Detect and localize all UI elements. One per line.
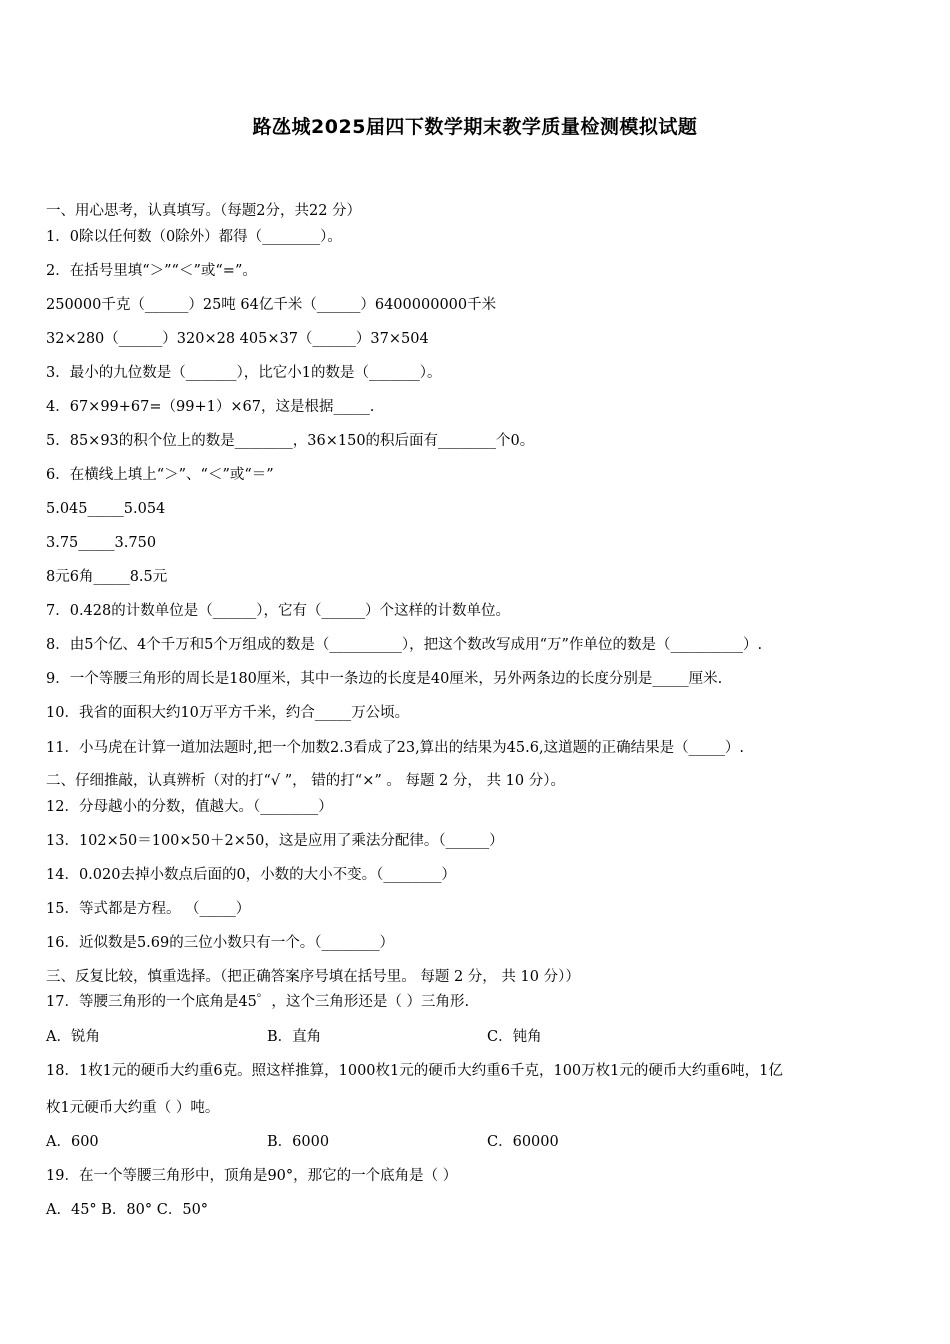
question-11: 11．小马虎在计算一道加法题时,把一个加数2.3看成了23,算出的结果为45.6,这道题的正确结果是（_____）. — [46, 740, 744, 756]
question-6: 6．在横线上填上“＞”、“＜”或“＝” — [46, 467, 274, 483]
question-18: 18．1枚1元的硬币大约重6克。照这样推算，1000枚1元的硬币大约重6千克，100万枚1元的硬币大约重6吨，1亿 — [46, 1063, 783, 1079]
question-4: 4．67×99+67=（99+1）×67，这是根据_____. — [46, 399, 375, 415]
question-1: 1．0除以任何数（0除外）都得（________）。 — [46, 229, 342, 245]
question-18-option-a: A．600 — [46, 1134, 99, 1150]
question-2-row-1: 250000千克（______）25吨 64亿千米（______）6400000000千米 — [46, 297, 497, 313]
question-19: 19．在一个等腰三角形中，顶角是90°，那它的一个底角是（ ） — [46, 1168, 458, 1184]
question-17-option-c: C．钝角 — [487, 1029, 542, 1045]
question-16: 16．近似数是5.69的三位小数只有一个。（________） — [46, 935, 394, 951]
section-2-heading: 二、仔细推敲，认真辨析（对的打“√ ”， 错的打“×” 。 每题 2 分， 共 10 分）。 — [46, 773, 565, 789]
section-3-heading: 三、反复比较，慎重选择。（把正确答案序号填在括号里。 每题 2 分， 共 10 分）） — [46, 969, 580, 985]
question-18-option-c: C．60000 — [487, 1134, 559, 1150]
question-19-options: A．45° B．80° C．50° — [46, 1202, 209, 1218]
question-6-row-3: 8元6角_____8.5元 — [46, 569, 168, 585]
question-7: 7．0.428的计数单位是（______），它有（______）个这样的计数单位。 — [46, 603, 510, 619]
question-3: 3．最小的九位数是（_______），比它小1的数是（_______）。 — [46, 365, 442, 381]
question-2: 2．在括号里填“＞”“＜”或“=”。 — [46, 263, 257, 279]
page-title: 路氹城2025届四下数学期末教学质量检测模拟试题 — [252, 116, 698, 138]
question-10: 10．我省的面积大约10万平方千米，约合_____万公顷。 — [46, 705, 410, 721]
question-17: 17．等腰三角形的一个底角是45゜，这个三角形还是（ ）三角形. — [46, 994, 470, 1010]
question-8: 8．由5个亿、4个千万和5个万组成的数是（__________），把这个数改写成用“万”作单位的数是（__________）. — [46, 637, 763, 653]
question-18-continued: 枚1元硬币大约重（ ）吨。 — [46, 1100, 220, 1116]
question-14: 14．0.020去掉小数点后面的0，小数的大小不变。（________） — [46, 867, 456, 883]
question-6-row-1: 5.045_____5.054 — [46, 501, 166, 517]
question-18-option-b: B．6000 — [267, 1134, 330, 1150]
question-15: 15．等式都是方程。 （_____） — [46, 901, 251, 917]
question-6-row-2: 3.75_____3.750 — [46, 535, 157, 551]
question-5: 5．85×93的积个位上的数是________，36×150的积后面有________个0。 — [46, 433, 535, 449]
question-9: 9．一个等腰三角形的周长是180厘米，其中一条边的长度是40厘米，另外两条边的长度分别是_____厘米. — [46, 671, 723, 687]
question-17-option-b: B．直角 — [267, 1029, 322, 1045]
question-12: 12．分母越小的分数，值越大。（________） — [46, 799, 333, 815]
question-17-option-a: A．锐角 — [46, 1029, 100, 1045]
question-2-row-2: 32×280（______）320×28 405×37（______）37×504 — [46, 331, 429, 347]
section-1-heading: 一、用心思考，认真填写。（每题2分，共22 分） — [46, 203, 362, 219]
question-13: 13．102×50＝100×50＋2×50，这是应用了乘法分配律。（______） — [46, 833, 504, 849]
